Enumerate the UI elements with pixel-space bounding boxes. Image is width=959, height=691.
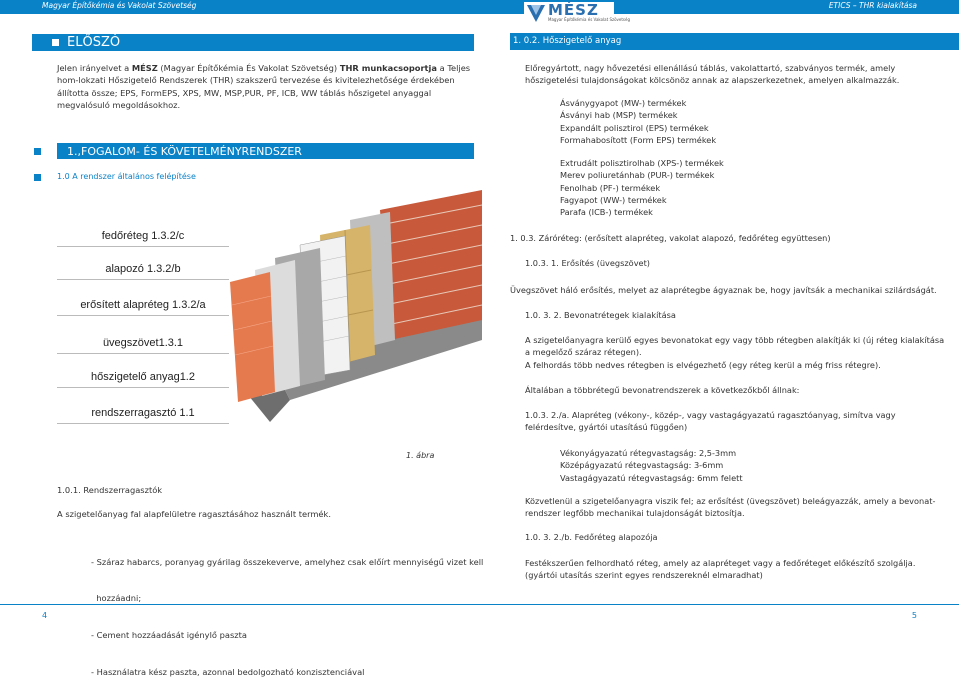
label-text: erősített alapréteg 1.3.2/a	[80, 299, 206, 311]
list-item: Expandált polisztirol (EPS) termékek	[560, 122, 709, 133]
section-103-title: 1. 0.3. Záróréteg: (erősített alapréteg, vakolat alapozó, fedőréteg együttesen)	[510, 233, 831, 243]
label-text: rendszerragasztó 1.1	[91, 407, 195, 419]
logo-text: MÉSZ	[548, 1, 599, 19]
bullet-icon	[34, 148, 41, 155]
figure-label-erositett-alapreteg	[57, 298, 229, 316]
mesz-logo	[524, 1, 631, 26]
header-left-title: Magyar Építőkémia és Vakolat Szövetség	[42, 1, 197, 10]
figure-caption: 1. ábra	[406, 451, 435, 460]
list-item: Ásványi hab (MSP) termékek	[560, 110, 678, 121]
list-item: Parafa (ICB-) termékek	[560, 207, 653, 218]
section-101-title: 1.0.1. Rendszerragasztók	[57, 485, 163, 495]
figure-label-rendszerragaszto	[57, 406, 229, 424]
section-1032-text-a: A szigetelőanyagra kerülő egyes bevonatokat egy vagy több rétegben alakítják ki (új réteg kialakítása a megelőző száraz rétegen).	[525, 335, 945, 358]
list-item: - Használatra kész paszta, azonnal bedolgozható konzisztenciával	[91, 667, 365, 678]
list-item: Fagyapot (WW-) termékek	[560, 194, 667, 205]
section-101-text: A szigetelőanyag fal alapfelületre ragasztásához használt termék.	[57, 509, 331, 519]
label-text: fedőréteg 1.3.2/c	[101, 230, 185, 242]
figure-label-hoszigetelo	[57, 370, 229, 388]
list-item: Formahabosított (Form EPS) termékek	[560, 134, 717, 145]
intro-mid: (Magyar Építőkémia És Vakolat Szövetség)	[157, 63, 340, 73]
section-1032-text-c: Általában a többrétegű bevonatrendszerek a következőkből állnak:	[525, 385, 800, 395]
intro-bold-mesz: MÉSZ	[131, 63, 158, 73]
list-item: Középágyazatú rétegvastagság: 3-6mm	[560, 460, 724, 471]
list-item: - Száraz habarcs, poranyag gyárilag összekeverve, amelyhez csak előírt mennyiségű vizet kell	[91, 556, 484, 567]
figure-label-uvegszovet	[57, 336, 229, 354]
section-102-title: 1. 0.2. Hőszigetelő anyag	[513, 36, 622, 46]
list-item: Ásványgyapot (MW-) termékek	[560, 98, 687, 108]
section-1032-text-b: A felhordás több nedves rétegben is elvégezhető (egy réteg kerül a még friss rétegre).	[525, 360, 881, 370]
section-1031-title: 1.0.3. 1. Erősítés (üvegszövet)	[525, 258, 650, 268]
insulation-list-2	[560, 157, 724, 218]
chapter-heading	[57, 143, 474, 159]
chapter-title: 1.,FOGALOM- ÉS KÖVETELMÉNYRENDSZER	[67, 145, 302, 158]
list-item: Vékonyágyazatú rétegvastagság: 2,5-3mm	[560, 448, 737, 458]
bullet-icon	[52, 39, 59, 46]
list-item: Merev poliuretánhab (PUR-) termékek	[560, 170, 715, 181]
list-item: hozzáadni;	[91, 593, 142, 604]
list-item: Extrudált polisztirolhab (XPS-) termékek	[560, 158, 724, 168]
section-1032b-text: Festékszerűen felhordható réteg, amely az alapréteget vagy a fedőréteget előkészítő szolgálja. (gyártói utasítás szerint egyes rendszereknél elmaradhat)	[525, 558, 916, 581]
right-heading-bar	[510, 33, 959, 50]
figure-label-alapozo	[57, 262, 229, 280]
intro-prefix: Jelen irányelvet a	[57, 63, 132, 73]
subsection-title: 1.0 A rendszer általános felépítése	[57, 172, 196, 181]
page-number-left: 4	[42, 611, 48, 620]
section-102-text: Előregyártott, nagy hővezetési ellenállású táblás, vakolattartó, szabványos termék, amely hőszigetelési tulajdonságokat kölcsönöz annak az alapszerkezetnek, amelyen alkalmazzák.	[525, 63, 900, 86]
label-text: üvegszövet1.3.1	[102, 337, 184, 349]
etics-layer-illustration	[230, 190, 482, 422]
list-item: Vastagágyazatú rétegvastagság: 6mm felett	[560, 472, 743, 483]
intro-bold-thr: THR munkacsoportja	[339, 63, 437, 73]
section-1032a-title: 1.0.3. 2./a. Alapréteg (vékony-, közép-, vagy vastagágyazatú ragasztóanyag, simítva vagy felérdesítve, gyártói utasítású függően)	[525, 410, 896, 433]
page-number-right: 5	[911, 611, 917, 620]
bullet-icon	[34, 174, 41, 181]
footer-rule	[0, 604, 959, 605]
intro-rest: a Teljes hom-lokzati Hőszigetelő Rendszerek (THR) szakszerű tervezése és kivitelezhetősége érdekében állította össze; EPS, FormEPS, XPS, MW, MSP,PUR, PF, ICB, WW táblás hőszigetel anyaggal megvalósuló megoldásokhoz.	[57, 63, 471, 110]
figure-label-fedoreteg	[57, 229, 229, 247]
section-direct-text: Közvetlenül a szigetelőanyagra viszik fel; az erősítést (üvegszövet) beleágyazzák, amely a bevonat-rendszer legfőbb mechanikai tulajdonságát biztosítja.	[525, 496, 936, 519]
list-item: Fenolhab (PF-) termékek	[560, 182, 661, 193]
layer-thickness-list	[560, 447, 743, 484]
intro-paragraph	[57, 62, 474, 111]
list-item: - Cement hozzáadását igénylő paszta	[91, 630, 247, 641]
adhesive-types-list	[91, 531, 483, 691]
section-title: ELŐSZÓ	[67, 35, 121, 50]
section-1032-title: 1.0. 3. 2. Bevonatrétegek kialakítása	[525, 310, 676, 320]
insulation-list-1	[560, 97, 716, 146]
section-1032b-title: 1.0. 3. 2./b. Fedőréteg alapozója	[525, 532, 658, 542]
section-heading-eloszo	[32, 34, 474, 51]
label-text: alapozó 1.3.2/b	[105, 263, 181, 275]
header-right-title: ETICS – THR kialakítása	[828, 1, 917, 10]
section-1031-text: Üvegszövet háló erősítés, melyet az alaprétegbe ágyaznak be, hogy javítsák a mechanikai szilárdságát.	[510, 285, 937, 295]
label-text: hőszigetelő anyag1.2	[91, 371, 195, 383]
logo-subtitle: Magyar Építőkémia és Vakolat Szövetség	[548, 17, 631, 22]
